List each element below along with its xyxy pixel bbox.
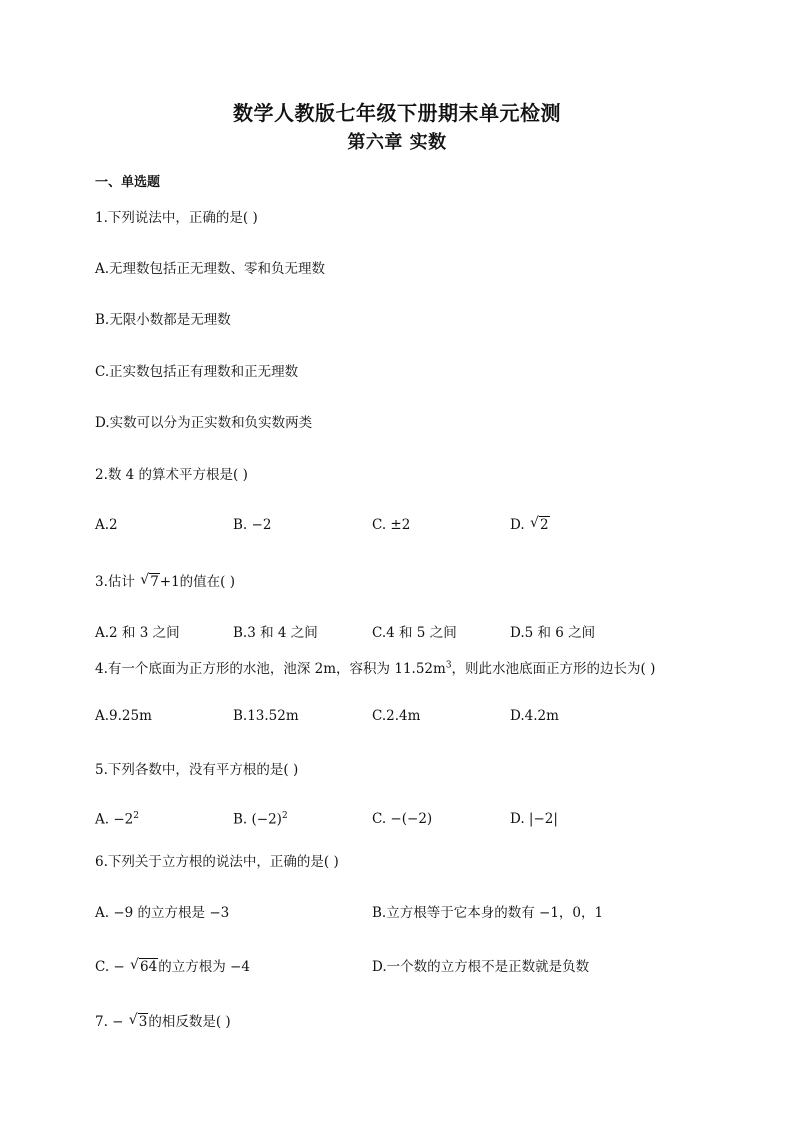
- question-5-option-b: [233, 811, 288, 828]
- sqrt-symbol: √ 64: [130, 957, 158, 975]
- option-text: C. −: [95, 959, 125, 975]
- question-5-option-c: C. −(−2): [372, 811, 433, 827]
- radicand: 64: [140, 959, 158, 975]
- question-1-option-c: C.正实数包括正有理数和正无理数: [95, 364, 299, 380]
- document-title: 数学人教版七年级下册期末单元检测: [233, 101, 561, 125]
- question-6-option-a: A. −9 的立方根是 −3: [95, 905, 230, 921]
- question-3-option-b: B.3 和 4 之间: [233, 625, 318, 641]
- question-1-option-b: B.无限小数都是无理数: [95, 312, 231, 328]
- question-5-option-d: D. |−2|: [510, 811, 558, 827]
- option-text: B. (−2): [233, 811, 282, 828]
- question-1-option-a: A.无理数包括正无理数、零和负无理数: [95, 261, 326, 277]
- superscript: 2: [133, 811, 139, 821]
- section-heading: 一、单选题: [95, 175, 161, 190]
- question-3-option-c: C.4 和 5 之间: [372, 625, 457, 641]
- stem-text: 7. −: [95, 1014, 124, 1030]
- option-text: A. −2: [95, 811, 134, 828]
- question-6-option-b: B.立方根等于它本身的数有 −1，0，1: [372, 905, 604, 921]
- question-1-option-d: D.实数可以分为正实数和负实数两类: [95, 415, 313, 431]
- sqrt-symbol: √ 2: [529, 515, 549, 533]
- radicand: 2: [539, 517, 549, 533]
- question-7-stem: [95, 1010, 231, 1030]
- stem-text: ，则此水池底面正方形的边长为( ): [451, 661, 656, 677]
- question-3-option-a: A.2 和 3 之间: [95, 625, 180, 641]
- option-label: D.: [510, 517, 525, 533]
- question-4-option-d: D.4.2m: [510, 708, 559, 724]
- question-2-option-b: B. −2: [233, 517, 272, 533]
- stem-text: 的相反数是( ): [148, 1014, 231, 1030]
- question-4-option-a: A.9.25m: [95, 708, 152, 724]
- question-2-option-d: [510, 517, 550, 533]
- question-5-stem: 5.下列各数中，没有平方根的是( ): [95, 762, 299, 778]
- question-2-option-c: C. ±2: [372, 517, 411, 533]
- sqrt-symbol: √ 7: [140, 572, 159, 590]
- question-1-stem: 1.下列说法中，正确的是( ): [95, 210, 258, 226]
- question-3-stem: [95, 570, 235, 590]
- stem-text: +1的值在( ): [159, 574, 236, 590]
- superscript: 3: [445, 660, 452, 671]
- question-6-option-c: [95, 955, 250, 975]
- radicand: 3: [138, 1014, 148, 1030]
- document-subtitle: 第六章 实数: [347, 132, 447, 153]
- question-2-option-a: A.2: [95, 517, 118, 533]
- question-4-stem: [95, 657, 655, 677]
- question-6-option-d: D.一个数的立方根不是正数就是负数: [372, 959, 590, 975]
- question-3-option-d: D.5 和 6 之间: [510, 625, 596, 641]
- stem-text: 3.估计: [95, 574, 135, 590]
- radicand: 7: [150, 574, 159, 590]
- option-text: 的立方根为 −4: [158, 959, 250, 975]
- question-5-option-a: [95, 811, 139, 828]
- question-2-stem: 2.数 4 的算术平方根是( ): [95, 467, 248, 483]
- question-4-option-c: C.2.4m: [372, 708, 421, 724]
- question-4-option-b: B.13.52m: [233, 708, 299, 724]
- question-6-stem: 6.下列关于立方根的说法中，正确的是( ): [95, 854, 339, 870]
- superscript: 2: [281, 811, 288, 821]
- sqrt-symbol: √ 3: [128, 1012, 148, 1030]
- stem-text: 4.有一个底面为正方形的水池，池深 2m，容积为 11.52m: [95, 661, 446, 677]
